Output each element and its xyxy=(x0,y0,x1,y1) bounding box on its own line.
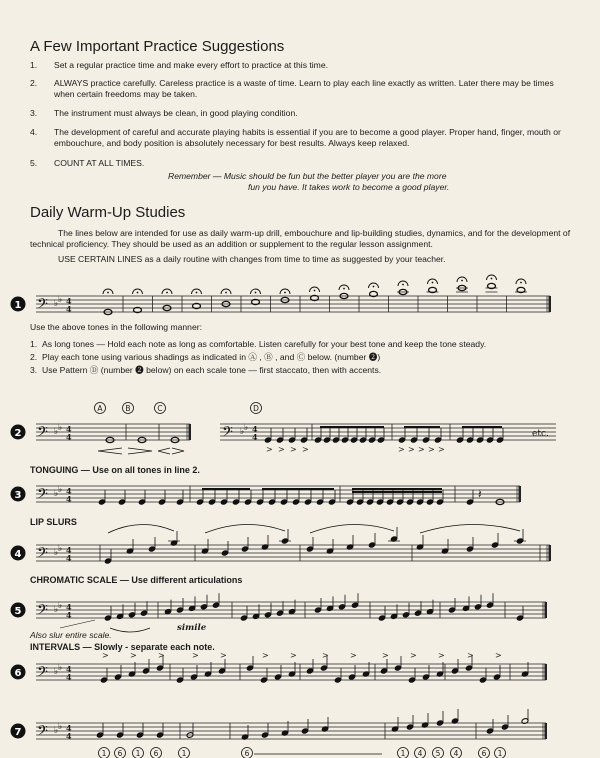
list-item: 5. COUNT AT ALL TIMES. xyxy=(30,158,145,168)
accent-icon: > xyxy=(438,651,445,660)
slur xyxy=(205,524,285,533)
accent-icon: > xyxy=(290,445,297,454)
flat-icon: ♭ xyxy=(240,427,245,437)
flat-icon: ♭ xyxy=(58,722,63,732)
simile-mark: simile xyxy=(177,623,207,633)
accent-icon: > xyxy=(192,651,199,660)
fermata-dot xyxy=(432,282,434,284)
final-bar-line xyxy=(549,296,552,312)
section-title-practice: A Few Important Practice Suggestions xyxy=(30,38,285,55)
bass-clef-icon: 𝄢 xyxy=(37,602,48,622)
time-signature-bottom: 4 xyxy=(66,610,72,620)
time-signature-bottom: 4 xyxy=(66,553,72,563)
bass-clef-icon: 𝄢 xyxy=(37,486,48,506)
circled-label-text: C xyxy=(157,404,163,413)
line-number: 4 xyxy=(14,549,22,560)
time-signature-top: 4 xyxy=(66,602,72,612)
bass-clef-icon: 𝄢 xyxy=(37,424,48,444)
chromatic-label: CHROMATIC SCALE — Use different articulations xyxy=(30,575,243,585)
time-signature-bottom: 4 xyxy=(66,494,72,504)
flat-icon: ♭ xyxy=(54,427,59,437)
flat-icon: ♭ xyxy=(54,489,59,499)
circled-label-text: 1 xyxy=(101,749,107,758)
rest-icon: 𝄽 xyxy=(478,487,482,501)
time-signature-top: 4 xyxy=(66,545,72,555)
accent-icon: > xyxy=(438,445,445,454)
flat-icon: ♭ xyxy=(54,726,59,736)
time-signature-top: 4 xyxy=(66,296,72,306)
list-item: 3. Use Pattern Ⓓ (number ❷ below) on each scale tone — first staccato, then with accents. xyxy=(30,365,382,375)
fermata-dot xyxy=(196,292,198,294)
slur xyxy=(310,524,394,533)
accent-icon: > xyxy=(418,445,425,454)
tonguing-label: TONGUING — Use on all tones in line 2. xyxy=(30,465,200,475)
warmup-intro: The lines below are intended for use as daily warm-up drill, embouchure and lip-building studies, dynamics, and for the development of technical proficiency. They should be used as an addition or supplement to the regular lesson assignment. xyxy=(30,228,571,249)
line-number: 2 xyxy=(14,428,22,439)
accent-icon: > xyxy=(398,445,405,454)
fermata-dot xyxy=(520,282,522,284)
accent-icon: > xyxy=(322,651,329,660)
flat-icon: ♭ xyxy=(58,423,63,433)
line-number: 7 xyxy=(14,727,22,738)
fermata-dot xyxy=(461,280,463,282)
time-signature-top: 4 xyxy=(252,424,258,434)
beam xyxy=(202,488,250,490)
final-bar-line xyxy=(549,545,552,561)
slur xyxy=(108,524,174,533)
flat-icon: ♭ xyxy=(58,601,63,611)
fermata-dot xyxy=(402,284,404,286)
lip-slurs-label: LIP SLURS xyxy=(30,517,77,527)
fermata-dot xyxy=(166,292,168,294)
section-title-warmup: Daily Warm-Up Studies xyxy=(30,204,186,221)
decrescendo-icon xyxy=(128,448,152,454)
accent-icon: > xyxy=(410,651,417,660)
accent-icon: > xyxy=(262,651,269,660)
circled-label-text: B xyxy=(125,404,131,413)
accent-icon: > xyxy=(102,651,109,660)
circled-label-text: 1 xyxy=(400,749,406,758)
use-certain-lines: USE CERTAIN LINES as a daily routine with changes from time to time as suggested by your teacher. xyxy=(58,254,446,264)
fermata-dot xyxy=(343,288,345,290)
beam xyxy=(352,491,442,493)
accent-icon: > xyxy=(408,445,415,454)
intervals-label: INTERVALS — Slowly - separate each note. xyxy=(30,642,215,652)
time-signature-top: 4 xyxy=(66,424,72,434)
circled-label-text: 6 xyxy=(244,749,250,758)
line-number: 5 xyxy=(14,606,22,617)
flat-icon: ♭ xyxy=(58,663,63,673)
fermata-dot xyxy=(314,290,316,292)
flat-icon: ♭ xyxy=(54,299,59,309)
final-bar-line xyxy=(545,723,548,739)
slur xyxy=(110,628,150,632)
fermata-dot xyxy=(225,292,227,294)
accent-icon: > xyxy=(290,651,297,660)
time-signature-bottom: 4 xyxy=(66,731,72,741)
circled-label-text: 4 xyxy=(453,749,459,758)
accent-icon: > xyxy=(266,445,273,454)
fermata-dot xyxy=(373,286,375,288)
bass-clef-icon: 𝄢 xyxy=(222,424,233,444)
beam xyxy=(462,426,502,428)
slur-entire-note: Also slur entire scale. xyxy=(30,630,112,640)
fermata-dot xyxy=(107,292,109,294)
circled-label-text: 1 xyxy=(181,749,187,758)
list-item: 1. As long tones — Hold each note as long as comfortable. Listen carefully for your best tone and keep the tone steady. xyxy=(30,339,487,349)
list-item: 4. The development of careful and accurate playing habits is essential if you are to become a good player. Proper hand, finger, mouth or embouchure, and body position is absolutely necessary for best results. Always keep relaxed. xyxy=(30,127,561,148)
bass-clef-icon: 𝄢 xyxy=(37,296,48,316)
accent-icon: > xyxy=(495,651,502,660)
beam xyxy=(352,488,442,490)
use-above-tones: Use the above tones in the following manner: xyxy=(30,322,202,332)
time-signature-bottom: 4 xyxy=(66,432,72,442)
circled-label-text: A xyxy=(97,404,103,413)
list-item: 3. The instrument must always be clean, in good playing condition. xyxy=(30,108,298,118)
final-bar-line xyxy=(519,486,522,502)
fermata-dot xyxy=(491,278,493,280)
arrow-line xyxy=(60,620,95,628)
time-signature-bottom: 4 xyxy=(66,672,72,682)
slur xyxy=(420,524,520,533)
time-signature-bottom: 4 xyxy=(66,304,72,314)
accent-icon: > xyxy=(382,651,389,660)
flat-icon: ♭ xyxy=(54,667,59,677)
beam xyxy=(320,426,384,428)
final-bar-line xyxy=(189,424,192,440)
etc-text: etc. xyxy=(532,429,549,439)
time-signature-top: 4 xyxy=(66,486,72,496)
circled-label-text: 5 xyxy=(435,749,441,758)
line-number: 1 xyxy=(14,300,22,311)
remember-note: Remember — Music should be fun but the better player you are the more fun you have. It takes work to become a good player. xyxy=(168,171,450,192)
accent-icon: > xyxy=(302,445,309,454)
crescendo-icon xyxy=(98,448,122,454)
flat-icon: ♭ xyxy=(58,544,63,554)
list-item: 2. Play each tone using various shadings as indicated in Ⓐ , Ⓑ , and Ⓒ below. (number ❷) xyxy=(30,352,381,362)
flat-icon: ♭ xyxy=(58,485,63,495)
beam xyxy=(262,488,334,490)
accent-icon: > xyxy=(220,651,227,660)
bass-clef-icon: 𝄢 xyxy=(37,723,48,743)
time-signature-top: 4 xyxy=(66,664,72,674)
final-bar-line xyxy=(545,602,548,618)
accent-icon: > xyxy=(158,651,165,660)
flat-icon: ♭ xyxy=(244,423,249,433)
flat-icon: ♭ xyxy=(54,548,59,558)
circled-label-text: 6 xyxy=(481,749,487,758)
swell-icon xyxy=(158,448,184,454)
flat-icon: ♭ xyxy=(54,605,59,615)
circled-label-text: 1 xyxy=(135,749,141,758)
beam xyxy=(404,426,440,428)
list-item: 1. Set a regular practice time and make every effort to practice at this time. xyxy=(30,60,329,70)
fermata-dot xyxy=(255,292,257,294)
accent-icon: > xyxy=(467,651,474,660)
bass-clef-icon: 𝄢 xyxy=(37,545,48,565)
accent-icon: > xyxy=(278,445,285,454)
flat-icon: ♭ xyxy=(58,295,63,305)
accent-icon: > xyxy=(130,651,137,660)
time-signature-bottom: 4 xyxy=(252,432,258,442)
fermata-dot xyxy=(137,292,139,294)
accent-icon: > xyxy=(428,445,435,454)
final-bar-line xyxy=(545,664,548,680)
list-item: 2. ALWAYS practice carefully. Careless practice is a waste of time. Learn to play each line exactly as written. Later there may be times when certain freedoms may be taken. xyxy=(30,78,554,99)
circled-label-text: 6 xyxy=(153,749,159,758)
fermata-dot xyxy=(284,292,286,294)
circled-label-text: 1 xyxy=(497,749,503,758)
circled-label-text: 6 xyxy=(117,749,123,758)
circled-label-text: 4 xyxy=(417,749,423,758)
accent-icon: > xyxy=(350,651,357,660)
line-number: 6 xyxy=(14,668,22,679)
time-signature-top: 4 xyxy=(66,723,72,733)
bass-clef-icon: 𝄢 xyxy=(37,664,48,684)
line-number: 3 xyxy=(14,490,22,501)
circled-label-text: D xyxy=(253,404,259,413)
